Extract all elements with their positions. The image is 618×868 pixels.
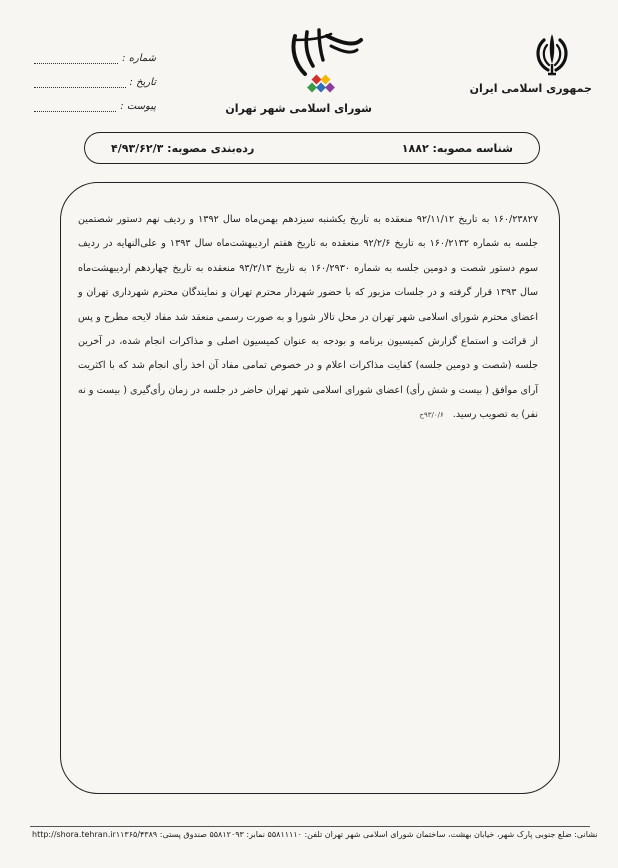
resolution-title-bar [84, 132, 540, 164]
meta-date [34, 64, 156, 88]
iran-emblem-icon [530, 30, 574, 78]
footer-address: نشانی: ضلع جنوبی پارک شهر، خیابان بهشت، ساختمان شورای اسلامی شهر تهران تلفن: ۵۵۸۱۱۱۱۰ نمابر: ۵۵۸۱۲۰۹۳ صندوق پستی: ۱۱۳۶۵/۴۳۸۹ [115, 830, 598, 839]
meta-number [34, 40, 156, 64]
council-logo [225, 20, 372, 115]
meta-blank [34, 101, 116, 112]
meta-label: تاریخ : [129, 77, 156, 88]
resolution-id: شناسه مصوبه: ۱۸۸۲ [401, 141, 513, 155]
footer-divider [30, 826, 590, 827]
tehran-council-logo-icon [265, 20, 369, 100]
council-name: شورای اسلامی شهر تهران [225, 102, 372, 115]
resolution-classification: رده‌بندی مصوبه: ۴/۹۳/۶۲/۳ [111, 141, 255, 155]
resolution-text: ۱۶۰/۲۳۸۲۷ به تاریخ ۹۲/۱۱/۱۲ منعقده به تاریخ یکشنبه سیزدهم بهمن‌ماه سال ۱۳۹۲ و ردیف نهم دستور شصتمین جلسه به شماره ۱۶۰/۲۱۳۲ به تاریخ ۹۲/۲/۶ منعقده به تاریخ هفتم اردیبهشت‌ماه سال ۱۳۹۳ و علی‌النهایه در ردیف سوم دستور شصت و دومین جلسه به شماره ۱۶۰/۲۹۳۰ به تاریخ ۹۳/۲/۱۳ منعقده به تاریخ چهاردهم اردیبهشت‌ماه سال ۱۳۹۳ قرار گرفته و در جلسات مزبور که با حضور شهردار محترم تهران و نمایندگان محترم شهرداری تهران و اعضای محترم شورای اسلامی شهر تهران در محل تالار شورا و به صورت رسمی منعقد شد مفاد لایحه مطرح و پس از قرائت و استماع گزارش کمیسیون برنامه و بودجه به عنوان کمیسیون اصلی و مذاکرات انجام شده، در آخرین جلسه (شصت و دومین جلسه) کفایت مذاکرات اعلام و در خصوص تمامی مفاد آن اخذ رأی انجام شد که با اکثریت آرای موافق ( بیست و شش رأی) اعضای شورای اسلامی شهر تهران حاضر در جلسه در زمان رأی‌گیری ( بیست و نه نفر) به تصویب رسید. [78, 214, 538, 421]
document-meta [34, 40, 156, 112]
meta-label: شماره : [122, 53, 156, 64]
country-caption: جمهوری اسلامی ایران [469, 82, 592, 95]
meta-blank [34, 77, 126, 88]
meta-label: پیوست : [120, 101, 156, 112]
footer [32, 830, 598, 839]
handwritten-note: ۹۳/۰/۶ح [419, 411, 444, 420]
iran-emblem [469, 30, 592, 95]
resolution-body [78, 208, 538, 428]
website-link[interactable]: http://shora.tehran.ir [32, 830, 116, 839]
meta-attachment [34, 88, 156, 112]
meta-blank [34, 53, 118, 64]
